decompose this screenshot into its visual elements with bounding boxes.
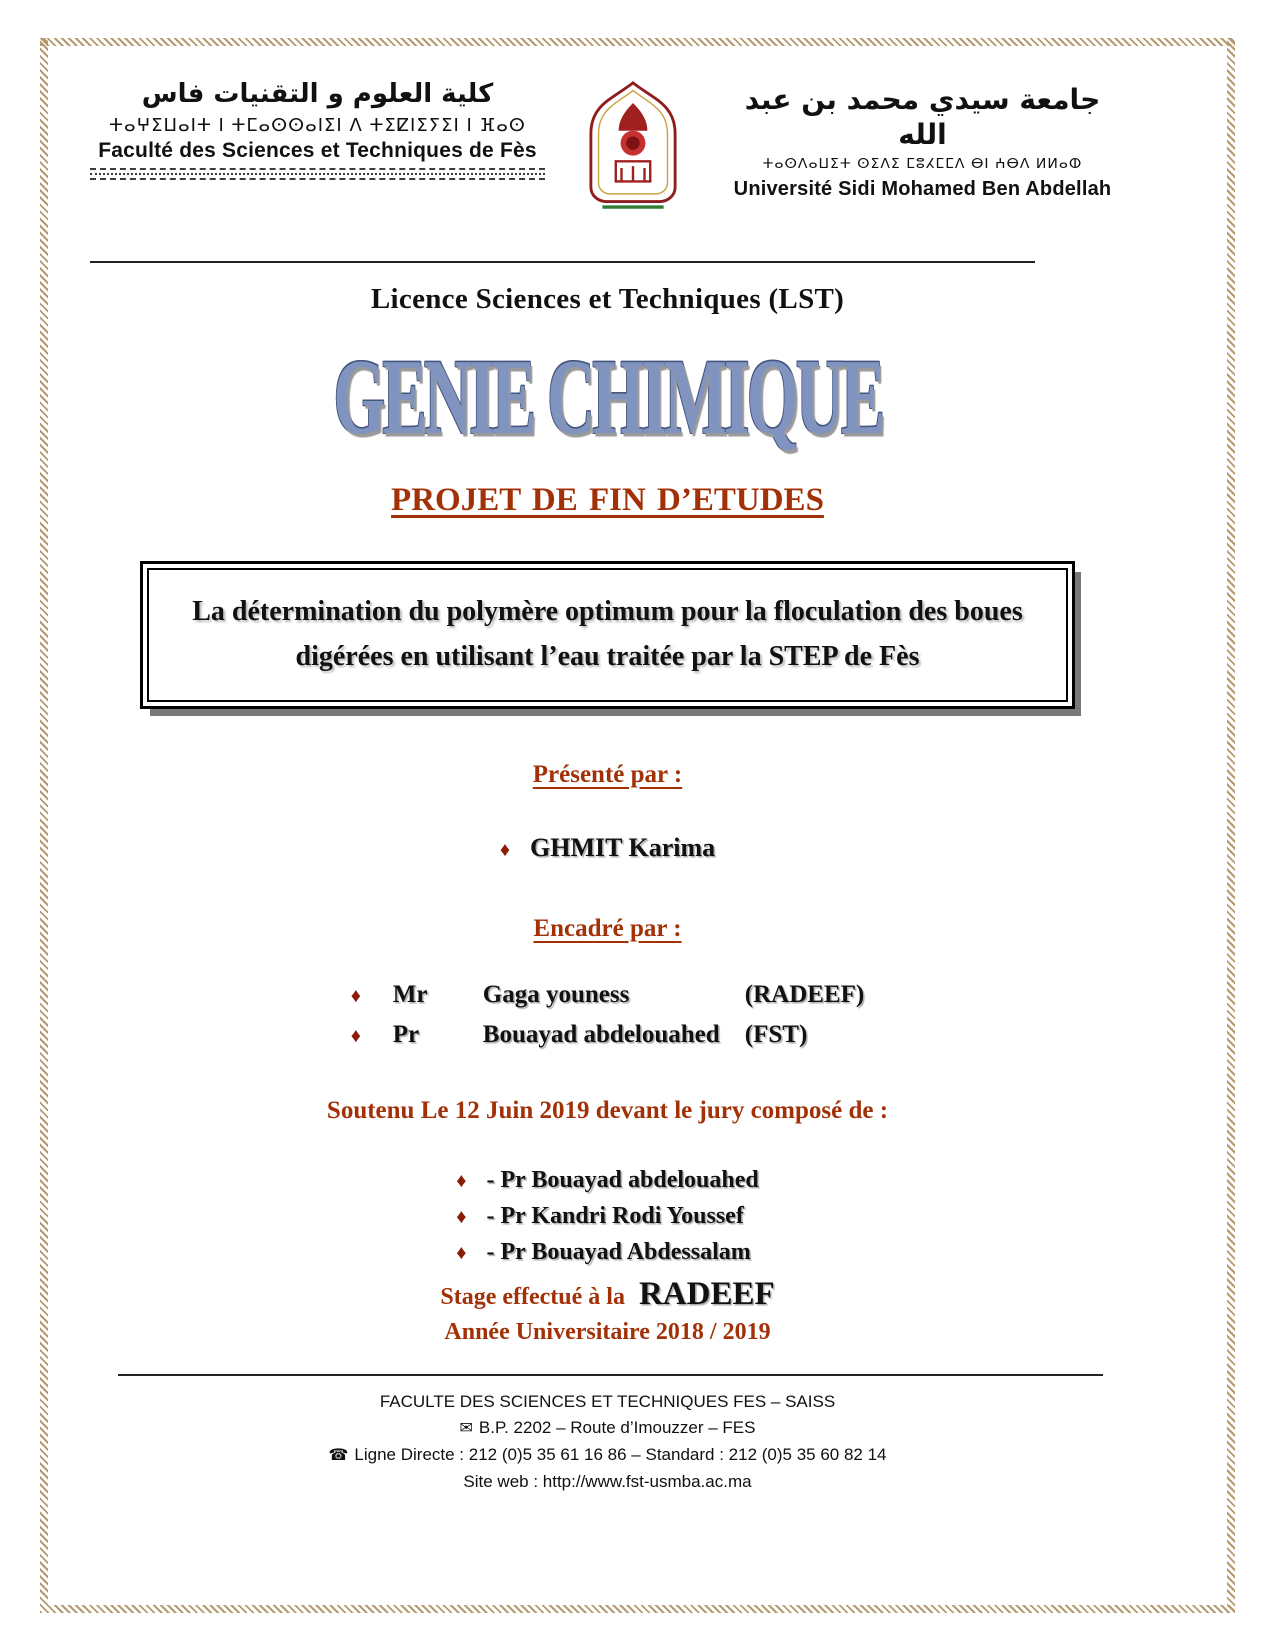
faculty-name-tifinagh: ⵜⴰⵖⵉⵡⴰⵏⵜ ⵏ ⵜⵎⴰⵙⵙⴰⵏⵉⵏ ⴷ ⵜⵉⵇⵏⵉⵢⵉⵏ ⵏ ⴼⴰⵙ (109, 114, 526, 136)
footer-divider (118, 1374, 1103, 1376)
footer (90, 1389, 1125, 1495)
subject-title-box (140, 561, 1075, 709)
supervisor-organization: (RADEEF) (744, 980, 865, 1008)
footer-address-line (90, 1415, 1125, 1442)
jury-member-name: - Pr Kandri Rodi Youssef (486, 1202, 744, 1229)
faculty-block (90, 78, 545, 180)
supervised-by-label: Encadré par : (533, 914, 682, 942)
university-name-french: Université Sidi Mohamed Ben Abdellah (733, 178, 1112, 200)
subject-title: La détermination du polymère optimum pour la floculation des boues digérées en utilisant l’eau traitée par la STEP de Fès (192, 596, 1023, 672)
supervisor-title: Pr (392, 1020, 420, 1048)
university-name-arabic: جامعة سيدي محمد بن عبد الله (744, 83, 1101, 151)
diamond-bullet-icon: ♦ (456, 1241, 467, 1264)
diamond-bullet-icon: ♦ (350, 1024, 361, 1047)
internship-prefix: Stage effectué à la (440, 1283, 625, 1310)
faculty-name-arabic: كلية العلوم و التقنيات فاس (141, 79, 494, 109)
footer-address: B.P. 2202 – Route d’Imouzzer – FES (478, 1417, 756, 1437)
program-title: Licence Sciences et Techniques (LST) (370, 283, 845, 315)
presented-by-label: Présenté par : (532, 760, 683, 788)
field-title: GENIE CHIMIQUE (333, 338, 882, 457)
jury-member-name: - Pr Bouayad abdelouahed (486, 1166, 759, 1193)
university-name-tifinagh: ⵜⴰⵙⴷⴰⵡⵉⵜ ⵙⵉⴷⵉ ⵎⵓⵃⵎⵎⴷ ⴱⵏ ⵄⴱⴷ ⵍⵍⴰⵀ (762, 156, 1083, 172)
supervisor-title: Mr (392, 980, 428, 1008)
academic-year: Année Universitaire 2018 / 2019 (444, 1318, 771, 1345)
supervisor-row (351, 1021, 864, 1049)
subject-title-box-inner (147, 568, 1068, 702)
diamond-bullet-icon: ♦ (456, 1205, 467, 1228)
faculty-name-french: Faculté des Sciences et Techniques de Fès (98, 138, 537, 162)
supervisor-organization: (FST) (744, 1020, 808, 1048)
phone-icon: ☎ (328, 1446, 349, 1464)
footer-website: Site web : http://www.fst-usmba.ac.ma (463, 1471, 752, 1491)
university-logo-icon (575, 80, 691, 219)
jury-list (456, 1167, 759, 1266)
diamond-bullet-icon: ♦ (499, 838, 511, 861)
internship-line (90, 1276, 1125, 1313)
author-line (90, 833, 1125, 863)
document-type-title: PROJET DE FIN D’ETUDES (391, 482, 824, 518)
supervisor-name: Gaga youness (482, 980, 630, 1008)
supervisor-list (351, 981, 864, 1049)
jury-member-name: - Pr Bouayad Abdessalam (486, 1238, 751, 1265)
field-title-wordart (90, 340, 1125, 460)
supervisor-name: Bouayad abdelouahed (482, 1020, 720, 1048)
author-name: GHMIT Karima (530, 832, 716, 862)
internship-organization: RADEEF (638, 1275, 775, 1312)
decorative-border-bottom (40, 1605, 1235, 1613)
header (90, 78, 1125, 219)
supervisor-row (351, 981, 864, 1009)
university-block (720, 78, 1125, 201)
defense-statement: Soutenu Le 12 Juin 2019 devant le jury composé de : (326, 1096, 889, 1124)
jury-member-row (456, 1167, 759, 1194)
jury-member-row (456, 1203, 759, 1230)
decorative-dash-rules (90, 168, 545, 180)
envelope-icon: ✉ (459, 1419, 473, 1437)
header-divider (90, 261, 1035, 263)
diamond-bullet-icon: ♦ (456, 1169, 467, 1192)
jury-member-row (456, 1239, 759, 1266)
footer-phone: Ligne Directe : 212 (0)5 35 61 16 86 – Standard : 212 (0)5 35 60 82 14 (354, 1444, 887, 1464)
footer-phone-line (90, 1442, 1125, 1469)
footer-institution: FACULTE DES SCIENCES ET TECHNIQUES FES – SAISS (379, 1391, 836, 1411)
diamond-bullet-icon: ♦ (350, 984, 361, 1007)
